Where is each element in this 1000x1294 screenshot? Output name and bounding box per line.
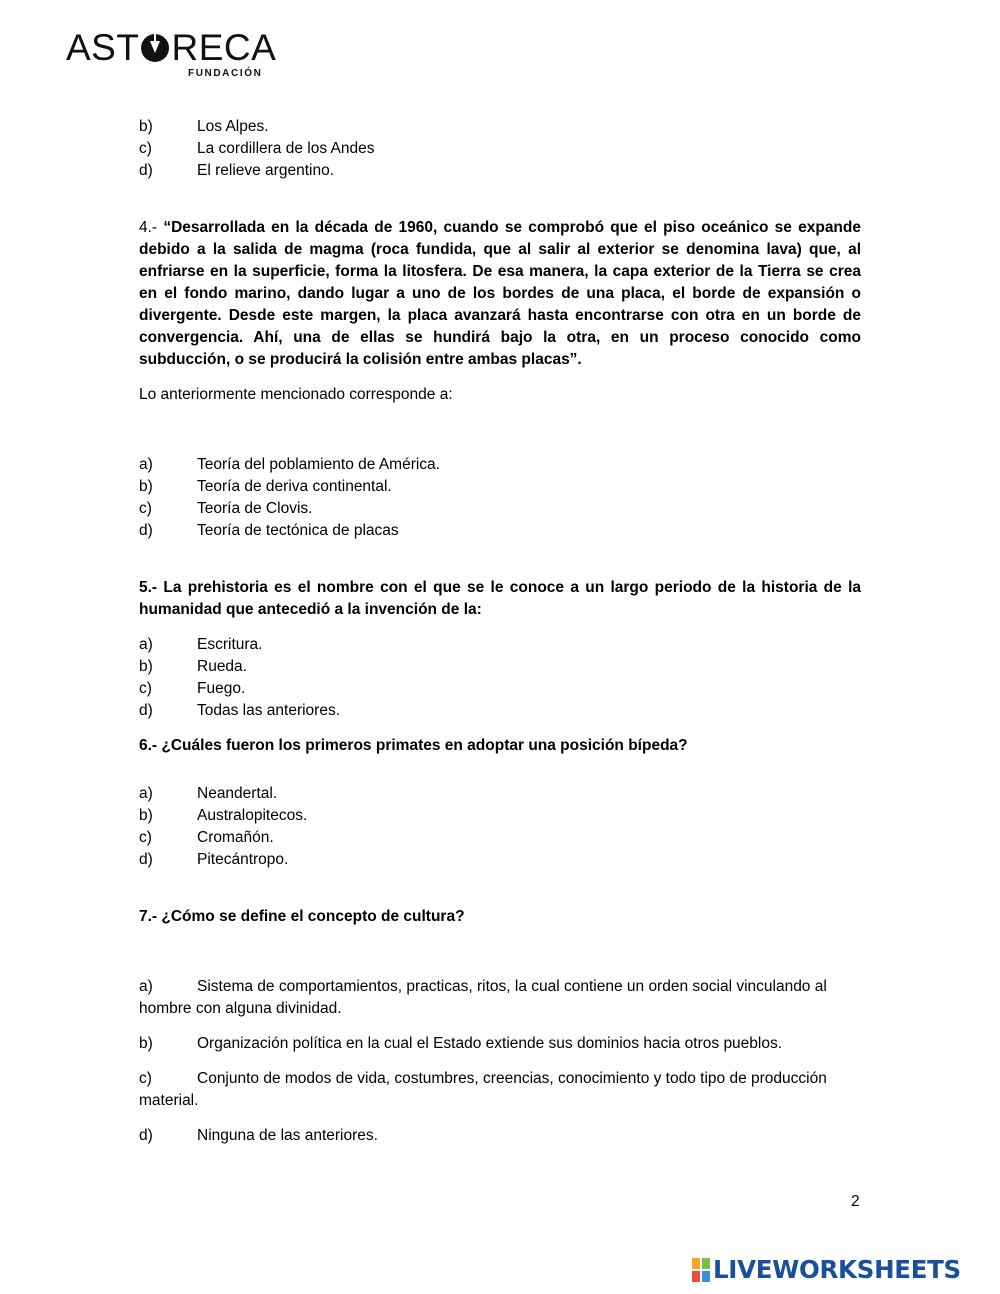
answer-option[interactable]: b) Organización política en la cual el Estado extiende sus dominios hacia otros pueblos. <box>139 1035 783 1052</box>
answer-option[interactable]: c) Fuego. <box>139 680 246 697</box>
q7-options <box>139 976 861 1147</box>
q3-options <box>139 116 861 182</box>
answer-option[interactable]: b) Australopitecos. <box>139 807 308 824</box>
q6-options <box>139 783 861 871</box>
answer-option[interactable]: d) Pitecántropo. <box>139 851 289 868</box>
answer-option[interactable]: b) Los Alpes. <box>139 118 269 135</box>
answer-option[interactable]: d) Ninguna de las anteriores. <box>139 1127 378 1144</box>
question-4-prompt: Lo anteriormente mencionado corresponde a: <box>139 386 453 403</box>
q5-options <box>139 634 861 722</box>
question-7: 7.- ¿Cómo se define el concepto de cultura? <box>139 908 465 925</box>
answer-option[interactable]: d) Teoría de tectónica de placas <box>139 522 399 539</box>
logo-text-right: RECA <box>171 27 277 68</box>
answer-option[interactable]: b) Rueda. <box>139 658 247 675</box>
liveworksheets-logo[interactable] <box>692 1255 961 1285</box>
logo-heart-icon <box>140 33 170 63</box>
answer-option[interactable]: c) Conjunto de modos de vida, costumbres, creencias, conocimiento y todo tipo de producción material. <box>139 1070 827 1109</box>
answer-option[interactable]: c) Teoría de Clovis. <box>139 500 313 517</box>
logo-text-left: AST <box>66 27 140 68</box>
question-5: 5.- La prehistoria es el nombre con el que se le conoce a un largo periodo de la historia de la humanidad que antecedió a la invención de la: <box>139 579 861 618</box>
question-text: “Desarrollada en la década de 1960, cuando se comprobó que el piso oceánico se expande debido a la salida de magma (roca fundida, que al salir al exterior se denomina lava) que, al enfriarse en la superficie, forma la litosfera. De esa manera, la capa exterior de la Tierra se crea en el fondo marino, dando lugar a uno de los bordes de una placa, el borde de expansión o divergente. Desde este margen, la placa avanzará hasta encontrarse con otra en un borde de convergencia. Ahí, una de ellas se hundirá bajo la otra, en un proceso conocido como subducción, o se producirá la colisión entre ambas placas”. <box>139 219 861 368</box>
answer-option[interactable]: d) El relieve argentino. <box>139 162 334 179</box>
answer-option[interactable]: a) Neandertal. <box>139 785 278 802</box>
page-number: 2 <box>851 1193 860 1210</box>
answer-option[interactable]: a) Escritura. <box>139 636 263 653</box>
answer-option[interactable]: d) Todas las anteriores. <box>139 702 341 719</box>
liveworksheets-badge-icon <box>692 1258 710 1282</box>
astoreca-logo <box>66 28 276 84</box>
logo-subtitle: FUNDACIÓN <box>188 68 263 79</box>
answer-option[interactable]: b) Teoría de deriva continental. <box>139 478 392 495</box>
answer-option[interactable]: c) Cromañón. <box>139 829 274 846</box>
logo-wordmark <box>66 28 276 68</box>
question-number: 4.- <box>139 219 158 236</box>
question-6: 6.- ¿Cuáles fueron los primeros primates en adoptar una posición bípeda? <box>139 737 688 754</box>
answer-option[interactable]: c) La cordillera de los Andes <box>139 140 375 157</box>
q4-options <box>139 454 861 542</box>
answer-option[interactable]: a) Sistema de comportamientos, practicas, ritos, la cual contiene un orden social vinculando al hombre con alguna divinidad. <box>139 978 827 1017</box>
liveworksheets-wordmark: LIVEWORKSHEETS <box>713 1255 961 1284</box>
worksheet-body <box>139 116 861 1147</box>
question-4 <box>139 217 861 371</box>
answer-option[interactable]: a) Teoría del poblamiento de América. <box>139 456 440 473</box>
